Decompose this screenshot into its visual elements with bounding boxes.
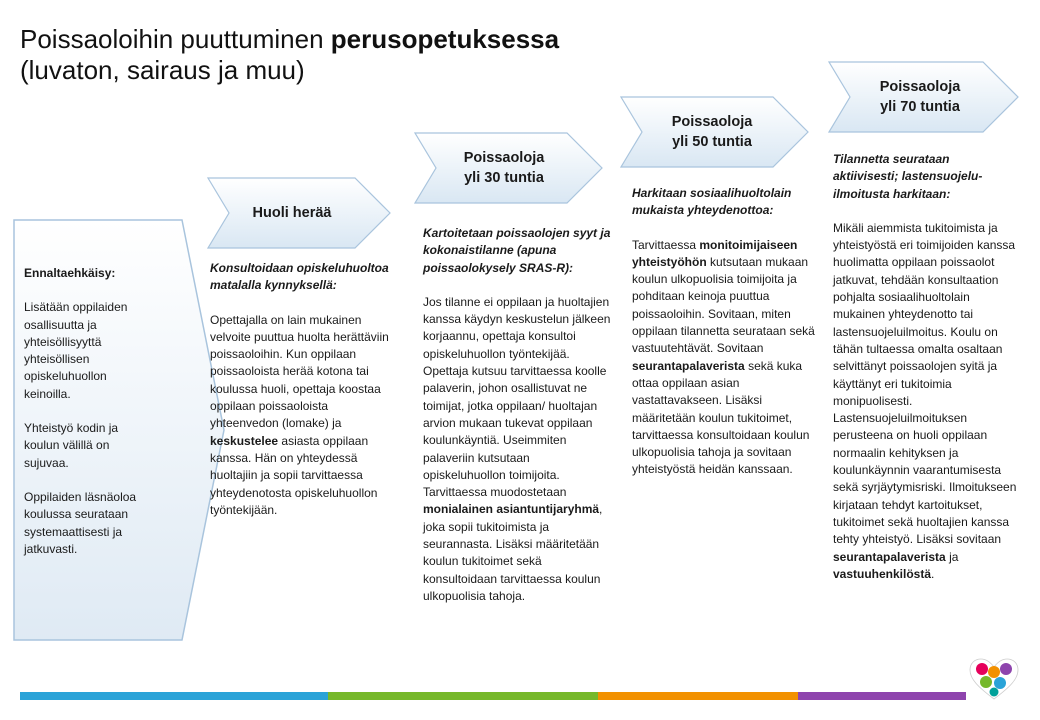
step-1-body-part-c: asiasta oppilaan kanssa. Hän on yhteydessä huoltajiin ja sopii tarvittaessa yhteydenotosta opiskeluhuollon työntekijään.: [210, 433, 378, 517]
prevention-paragraph-3: Oppilaiden läsnäoloa koulussa seurataan systemaattisesti ja jatkuvasti.: [24, 489, 137, 556]
step-3-body-emphasis-2: seurantapalaverista: [632, 358, 745, 373]
step-1-body: [210, 312, 392, 520]
step-2-body-part-a: Jos tilanne ei oppilaan ja huoltajien kanssa käydyn keskustelun jälkeen korjaannu, opettaja konsultoi opiskeluhuollon työntekijää. Opettaja kutsuu tarvittaessa koolle palaverin, johon osallistuvat ne toimijat, jotka oppilaan/ huoltajan arvion mukaan tukevat oppilaan koulunkäyntiä. Useimmiten palaveriin kutsutaan opiskeluhuollon toimijoita. Tarvittaessa muodostetaan: [423, 294, 611, 500]
step-2-body-emphasis: monialainen asiantuntijaryhmä: [423, 502, 600, 517]
step-4-body-emphasis-1: seurantapalaverista: [833, 549, 946, 564]
step-1-text: [210, 260, 392, 519]
step-2-text: [423, 225, 613, 605]
step-4-label-line1: Poissaoloja: [879, 79, 961, 95]
step-3-body-emphasis-1: monitoimijaiseen yhteistyöhön: [632, 237, 798, 269]
step-2-lead: Kartoitetaan poissaolojen syyt ja kokonaistilanne (apuna poissaolokysely SRAS-R):: [423, 226, 611, 275]
step-4-lead: Tilannetta seurataan aktiivisesti; lastensuojelu-ilmoitusta harkitaan:: [833, 152, 983, 201]
step-2-body-part-c: , joka sopii tukitoimista ja seurannasta. Lisäksi määritetään koulun tukitoimet sekä konsultoidaan tarvittaessa koulun ulkopuolisia tahoja.: [423, 502, 603, 603]
footer-bar-orange: [598, 692, 798, 700]
step-3-label-line1: Poissaoloja: [671, 114, 753, 130]
step-4-body: [833, 220, 1018, 583]
step-3-lead: Harkitaan sosiaalihuoltolain mukaista yhteydenottoa:: [632, 186, 792, 218]
step-3-chevron: [620, 96, 810, 168]
step-4-body-part-e: .: [931, 566, 935, 581]
step-2-label-line1: Poissaoloja: [463, 150, 545, 166]
footer-bar-blue: [20, 692, 328, 700]
step-4-text: [833, 151, 1018, 583]
step-3-body-part-e: sekä kuka ottaa oppilaan asian vastattavakseen. Lisäksi määritetään koulun tukitoimet, tarvittaessa konsultoidaan koulun ulkopuolisia tahoja ja sovitaan yhteistyöstä heidän kanssaan.: [632, 358, 810, 477]
step-3-body-part-a: Tarvittaessa: [632, 237, 700, 252]
step-3-text: [632, 185, 817, 479]
step-4-chevron: [828, 61, 1020, 133]
prevention-paragraph-2: Yhteistyö kodin ja koulun välillä on sujuvaa.: [24, 421, 119, 470]
step-1-body-part-a: Opettajalla on lain mukainen velvoite puuttua huolta herättäviin poissaoloihin. Kun oppilaan poissaoloista herää kotona tai koulussa huoli, opettaja koostaa oppilaan poissaoloista yhteenvedon (lomake) ja: [210, 312, 389, 431]
prevention-text: [24, 265, 149, 558]
step-2-chevron: [414, 132, 604, 204]
prevention-heading: Ennaltaehkäisy:: [24, 266, 116, 280]
footer-bar-purple: [798, 692, 966, 700]
footer-bar-green: [328, 692, 598, 700]
step-2-label-line2: yli 30 tuntia: [464, 170, 544, 186]
title-line1-bold: perusopetuksessa: [330, 24, 560, 54]
step-3-label-line2: yli 50 tuntia: [672, 134, 752, 150]
title-line1-plain: Poissaoloihin puuttuminen: [20, 24, 331, 54]
step-1-label: Huoli herää: [252, 205, 332, 221]
step-1-body-emphasis: keskustelee: [210, 433, 279, 448]
step-3-body: [632, 237, 817, 479]
step-1-chevron: [207, 177, 392, 249]
step-4-body-emphasis-2: vastuuhenkilöstä: [833, 566, 932, 581]
step-4-body-part-a: Mikäli aiemmista tukitoimista ja yhteistyöstä eri toimijoiden kanssa huolimatta oppilaan poissaolot jatkuvat, tehdään konsultaation pohjalta sosiaalihuoltolain mukainen yhteydenotto tai lastensuojeluilmoitus. Koulu on tähän tultaessa omalta osaltaan selvittänyt poissaolojen syitä ja käyttänyt eri tukitoimia monipuolisesti. Lastensuojeluilmoituksen perusteena on huoli oppilaan normaalin kehityksen ja koulunkäynnin vaarantumisesta sekä syrjäytymisriski. Ilmoitukseen kirjataan tehdyt kartoitukset, tukitoimet sekä huoltajien kanssa tehty yhteistyö. Lisäksi sovitaan: [833, 220, 1017, 547]
title-line2: (luvaton, sairaus ja muu): [20, 55, 305, 85]
page-title: [20, 24, 559, 86]
step-3-body-part-c: kutsutaan mukaan koulun ulkopuolisia toimijoita ja pohditaan keinoja puuttua poissaoloihin. Sovitaan, miten oppilaan tilannetta seurataan sekä vastuutehtävät. Sovitaan: [632, 254, 815, 356]
step-4-label-line2: yli 70 tuntia: [880, 99, 960, 115]
step-1-lead: Konsultoidaan opiskeluhuoltoa matalalla kynnyksellä:: [210, 261, 389, 293]
heart-logo-icon: [968, 657, 1020, 701]
step-4-body-part-c: ja: [945, 549, 959, 564]
prevention-paragraph-1: Lisätään oppilaiden osallisuutta ja yhteisöllisyyttä yhteisöllisen opiskeluhuollon keinoilla.: [24, 300, 128, 401]
step-2-body: [423, 294, 613, 605]
